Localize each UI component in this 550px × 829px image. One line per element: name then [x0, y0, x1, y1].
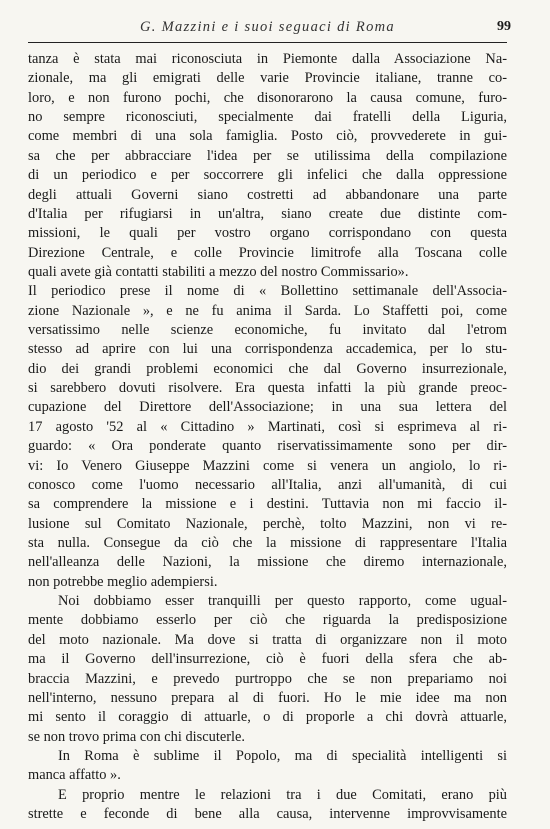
text-line: missioni, le quali per vostro organo corrispondano con questa — [28, 225, 507, 242]
text-line: degli attuali Governi siano costretti ad abbandonare una parte — [28, 186, 507, 203]
text-line: E proprio mentre le relazioni tra i due Comitati, erano più — [58, 786, 507, 803]
text-line: conosco come l'uomo necessario all'Italia, anzi all'umanità, di cui — [28, 476, 507, 493]
text-line: stesso ad aprire con lui una corrispondenza accademica, per lo stu- — [28, 341, 507, 358]
text-line: sta nulla. Consegue da ciò che la missione di rappresentare l'Italia — [28, 534, 507, 551]
text-line: zione Nazionale », e ne fu anima il Sarda. Lo Staffetti poi, come — [28, 302, 507, 319]
text-line: dio dei grandi problemi economici che dal Governo insurrezionale, — [28, 360, 507, 377]
text-line: braccia Mazzini, e prevedo purtroppo che se non prepariamo noi — [28, 670, 507, 687]
text-line: no sempre riconosciuti, specialmente dai fratelli della Liguria, — [28, 109, 507, 126]
text-line: mi sento il coraggio di attuarle, o di proporle a chi dovrà attuarle, — [28, 709, 507, 726]
running-header — [28, 12, 511, 43]
text-line: strette e feconde di bene alla causa, intervenne improvvisamente — [28, 806, 507, 823]
text-line: d'Italia per rifugiarsi in un'altra, siano create due distinte com- — [28, 205, 507, 222]
text-line: quali avete già contatti stabiliti a mezzo del nostro Commissario». — [28, 263, 409, 280]
text-line: manca affatto ». — [28, 767, 121, 784]
text-line: come membri di una sola famiglia. Posto ciò, provvederete in gui- — [28, 128, 507, 145]
text-line: sa che per abbracciare l'idea per se utilissima della compilazione — [28, 147, 507, 164]
text-line: loro, e non furono pochi, che disonorarono la causa comune, furo- — [28, 89, 507, 106]
text-line: Noi dobbiamo esser tranquilli per questo rapporto, come ugual- — [58, 593, 507, 610]
text-line: mente dobbiamo esserlo per ciò che riguarda la predisposizione — [28, 612, 507, 629]
text-line: vi: Io Venero Giuseppe Mazzini come si venera un angiolo, lo ri- — [28, 457, 507, 474]
text-line: In Roma è sublime il Popolo, ma di specialità intelligenti si — [58, 747, 507, 764]
page-number: 99 — [497, 19, 511, 34]
text-line: 17 agosto '52 al « Cittadino » Martinati, così si esprimeva al ri- — [28, 418, 507, 435]
text-line: di un periodico e per soccorrere gli infelici che dalla oppressione — [28, 167, 507, 184]
text-line: cupazione del Direttore dell'Associazione; in una sua lettera del — [28, 399, 507, 416]
text-line: versatissimo nelle scienze economiche, fu invitato dal l'etrom — [28, 322, 507, 339]
running-title: G. Mazzini e i suoi seguaci di Roma — [140, 19, 395, 35]
text-line: del moto nazionale. Ma dove si tratta di organizzare non il moto — [28, 631, 507, 648]
text-line: nell'alleanza delle Nazioni, la missione che diremo internazionale, — [28, 554, 507, 571]
text-line: si sarebbero dovuti risolvere. Era questa infatti la più grande preoc- — [28, 380, 507, 397]
text-line: non potrebbe meglio adempiersi. — [28, 573, 218, 590]
text-line: zionale, ma gli emigrati delle varie Provincie italiane, tranne co- — [28, 70, 507, 87]
body-text — [28, 50, 507, 824]
text-line: sa comprendere la missione e i destini. Tuttavia non mi faccio il- — [28, 496, 507, 513]
text-line: ma il Governo dell'insurrezione, ciò è fuori della sfera che ab- — [28, 651, 507, 668]
text-line: guardo: « Ora ponderate quanto riservatissimamente sono per dir- — [28, 438, 507, 455]
text-line: lusione sul Comitato Nazionale, perchè, tolto Mazzini, non vi re- — [28, 515, 507, 532]
text-line: nell'interno, nessuno prepara al di fuori. Ho le mie idee ma non — [28, 689, 507, 706]
text-line: Il periodico prese il nome di « Bollettino settimanale dell'Associa- — [28, 283, 507, 300]
text-line: tanza è stata mai riconosciuta in Piemonte dalla Associazione Na- — [28, 51, 507, 67]
text-line: se non trovo prima con chi discuterle. — [28, 728, 245, 745]
text-line: Direzione Centrale, e colle Provincie limitrofe alla Toscana colle — [28, 244, 507, 261]
